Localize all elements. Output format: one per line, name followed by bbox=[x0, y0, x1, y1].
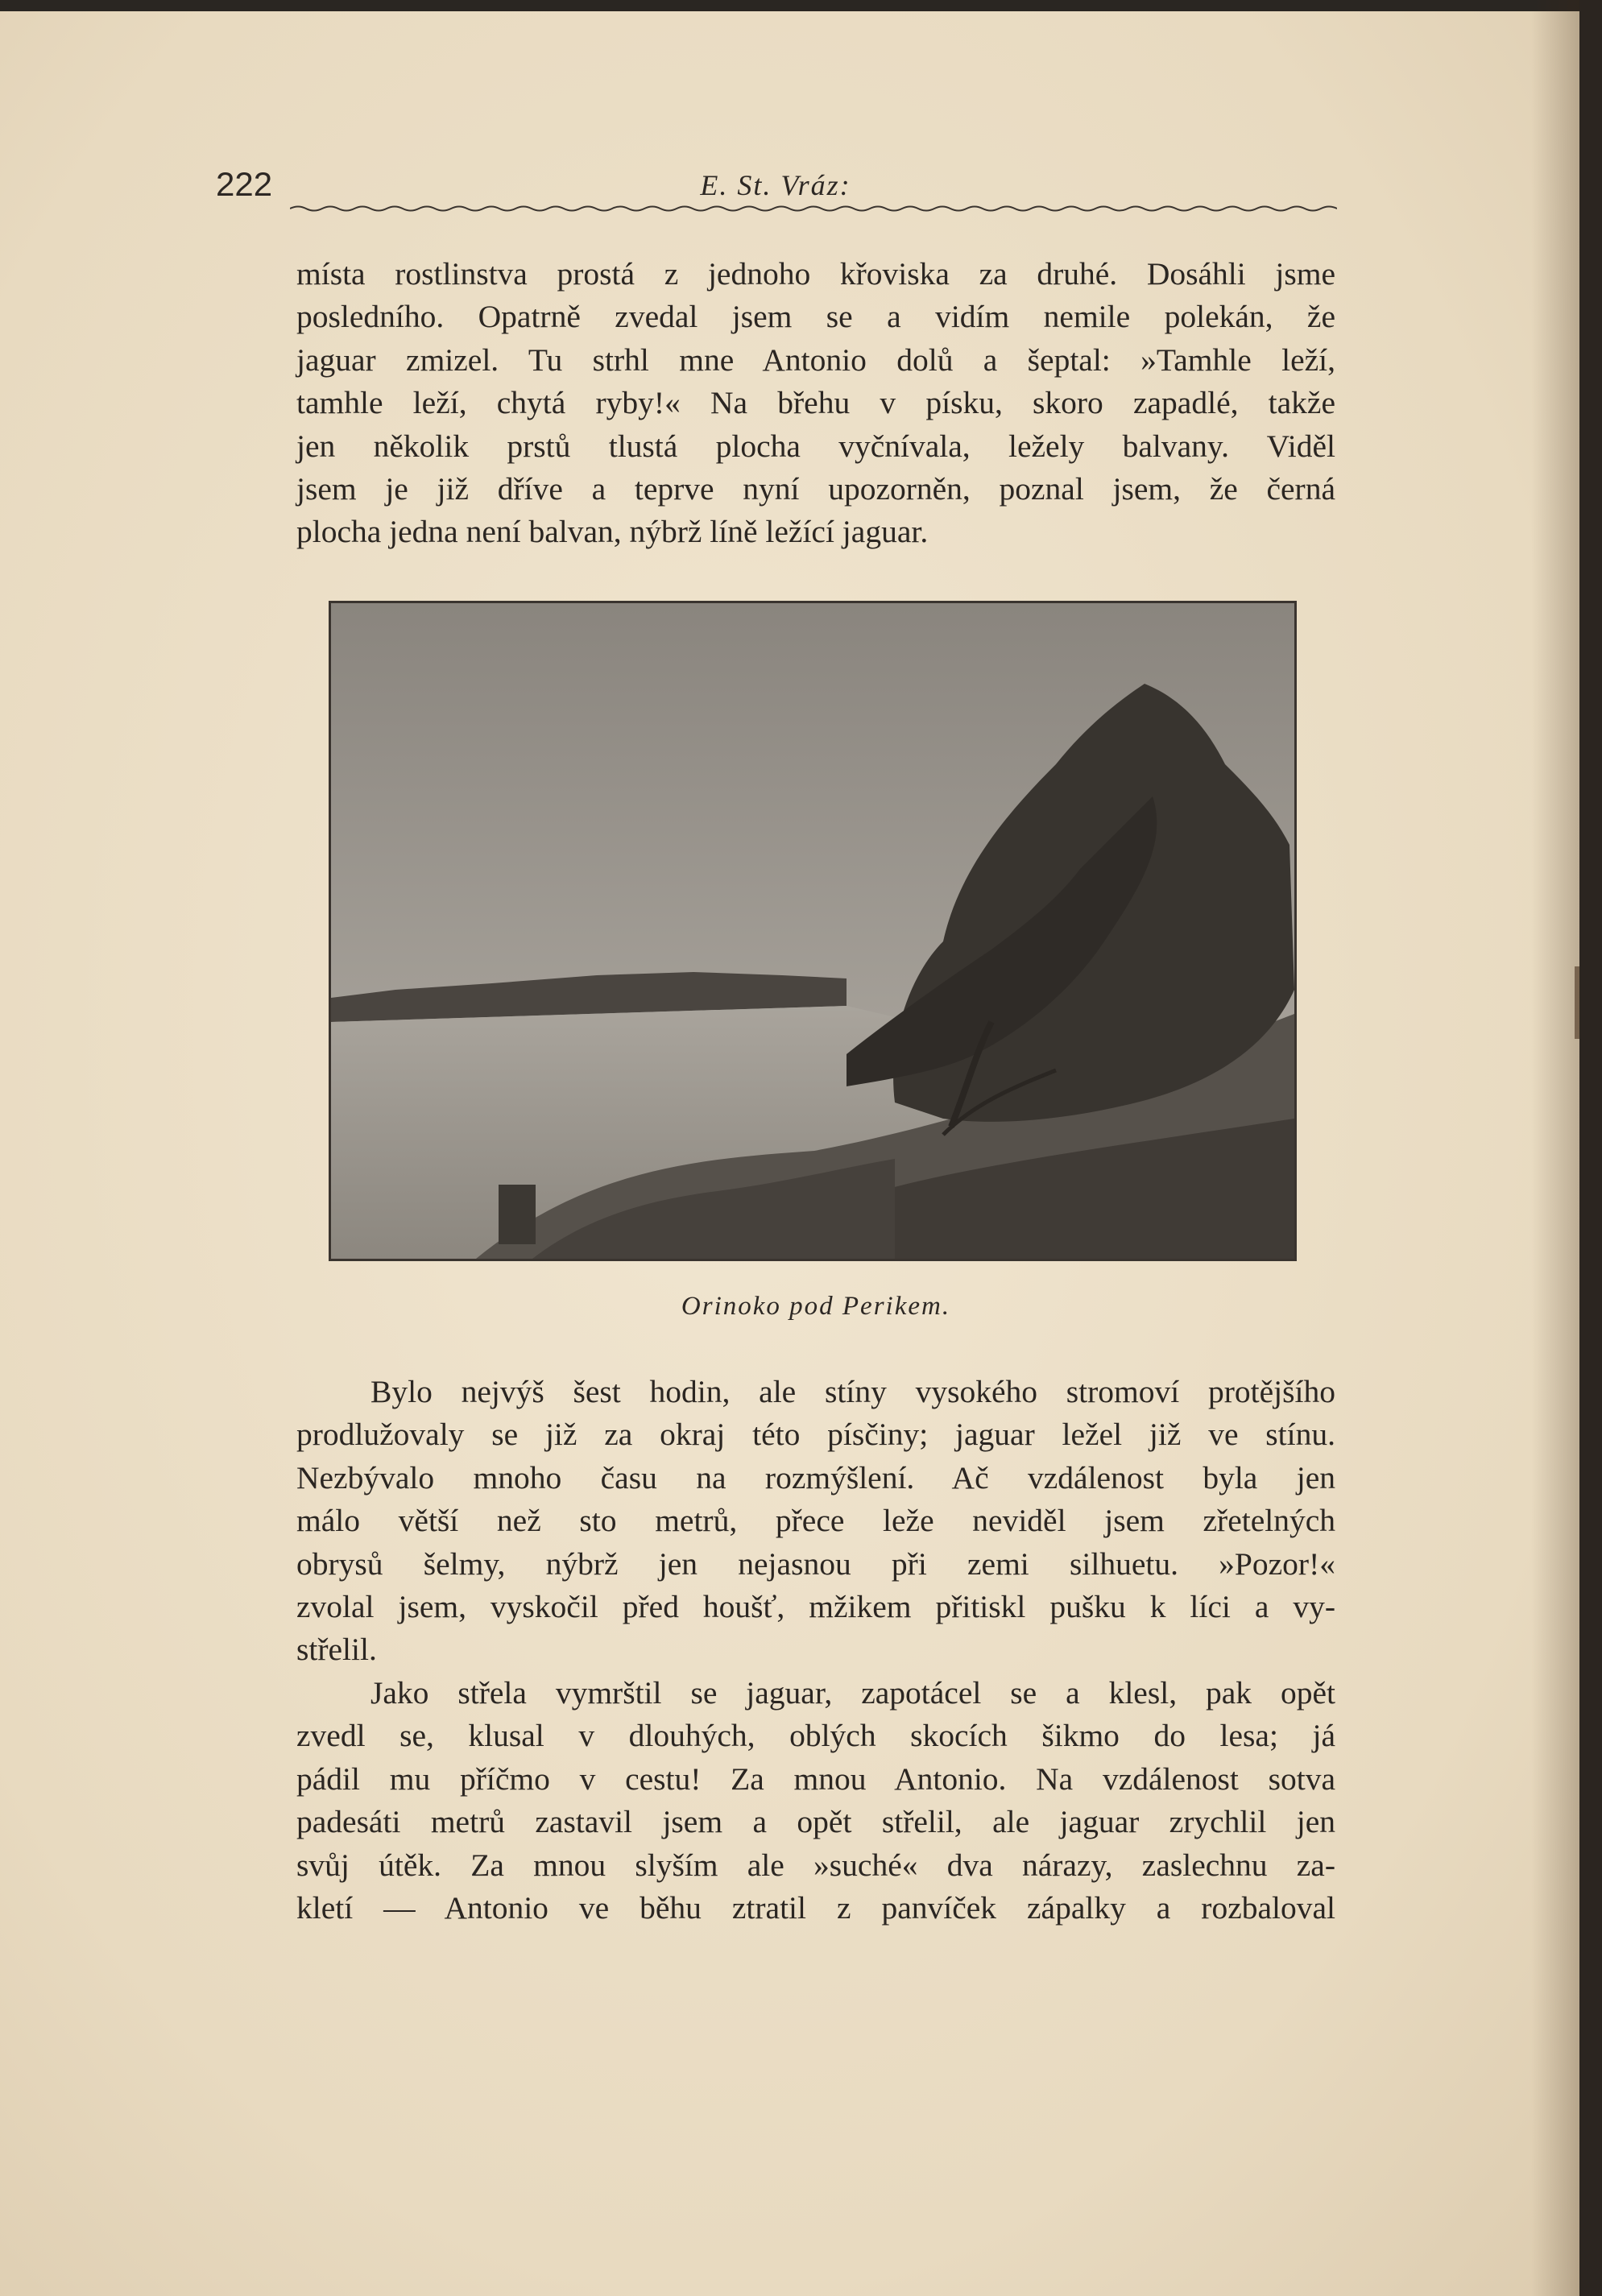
paragraph-2 bbox=[296, 1371, 1335, 1672]
page-number: 222 bbox=[216, 165, 273, 203]
figure-caption: Orinoko pod Perikem. bbox=[681, 1292, 951, 1321]
text-line: Nezbývalo mnoho času na rozmýšlení. Ač vzdálenost byla jen bbox=[296, 1459, 1335, 1496]
text-line: jaguar zmizel. Tu strhl mne Antonio dolů a šeptal: »Tamhle leží, bbox=[296, 341, 1335, 378]
text-line: padesáti metrů zastavil jsem a opět střelil, ale jaguar zrychlil jen bbox=[296, 1804, 1335, 1840]
paragraph-1 bbox=[296, 253, 1335, 554]
page-gutter-shadow bbox=[1531, 0, 1579, 2296]
text-line: Bylo nejvýš šest hodin, ale stíny vysokého stromoví protějšího bbox=[370, 1374, 1335, 1409]
text-line: pádil mu příčmo v cestu! Za mnou Antonio. Na vzdálenost sotva bbox=[296, 1760, 1335, 1797]
orinoko-photo bbox=[331, 603, 1294, 1259]
text-line: obrysů šelmy, nýbrž jen nejasnou při zemi silhuetu. »Pozor!« bbox=[296, 1545, 1335, 1582]
paragraph-3 bbox=[296, 1672, 1335, 1930]
text-line: jsem je již dříve a teprve nyní upozorněn, poznal jsem, že černá bbox=[296, 471, 1335, 507]
scan-top-edge bbox=[0, 0, 1602, 11]
text-line: střelil. bbox=[296, 1632, 377, 1668]
text-line: Jako střela vymrštil se jaguar, zapotácel se a klesl, pak opět bbox=[370, 1675, 1335, 1711]
text-line: posledního. Opatrně zvedal jsem se a vidím nemile polekán, že bbox=[296, 299, 1335, 335]
text-line: plocha jedna není balvan, nýbrž líně ležící jaguar. bbox=[296, 514, 929, 550]
running-head: E. St. Vráz: bbox=[700, 169, 851, 201]
text-line: jen několik prstů tlustá plocha vyčnívala, ležely balvany. Viděl bbox=[296, 428, 1335, 464]
edge-mark bbox=[1575, 966, 1579, 1039]
text-line: svůj útěk. Za mnou slyším ale »suché« dva nárazy, zaslechnu za- bbox=[296, 1847, 1335, 1883]
photo-figure bbox=[329, 601, 1297, 1261]
text-line: málo větší než sto metrů, přece leže neviděl jsem zřetelných bbox=[296, 1503, 1335, 1539]
text-line: zvedl se, klusal v dlouhých, oblých skocích šikmo do lesa; já bbox=[296, 1718, 1335, 1754]
text-line: prodlužovaly se již za okraj této písčiny; jaguar ležel již ve stínu. bbox=[296, 1417, 1335, 1453]
text-line: místa rostlinstva prostá z jednoho křoviska za druhé. Dosáhli jsme bbox=[296, 256, 1335, 292]
header-rule bbox=[290, 203, 1337, 214]
text-line: kletí — Antonio ve běhu ztratil z panvíček zápalky a rozbaloval bbox=[296, 1890, 1335, 1926]
text-line: zvolal jsem, vyskočil před houšť, mžikem přitiskl pušku k líci a vy- bbox=[296, 1589, 1335, 1625]
text-line: tamhle leží, chytá ryby!« Na břehu v písku, skoro zapadlé, takže bbox=[296, 385, 1335, 421]
scan-right-edge bbox=[1579, 0, 1602, 2296]
